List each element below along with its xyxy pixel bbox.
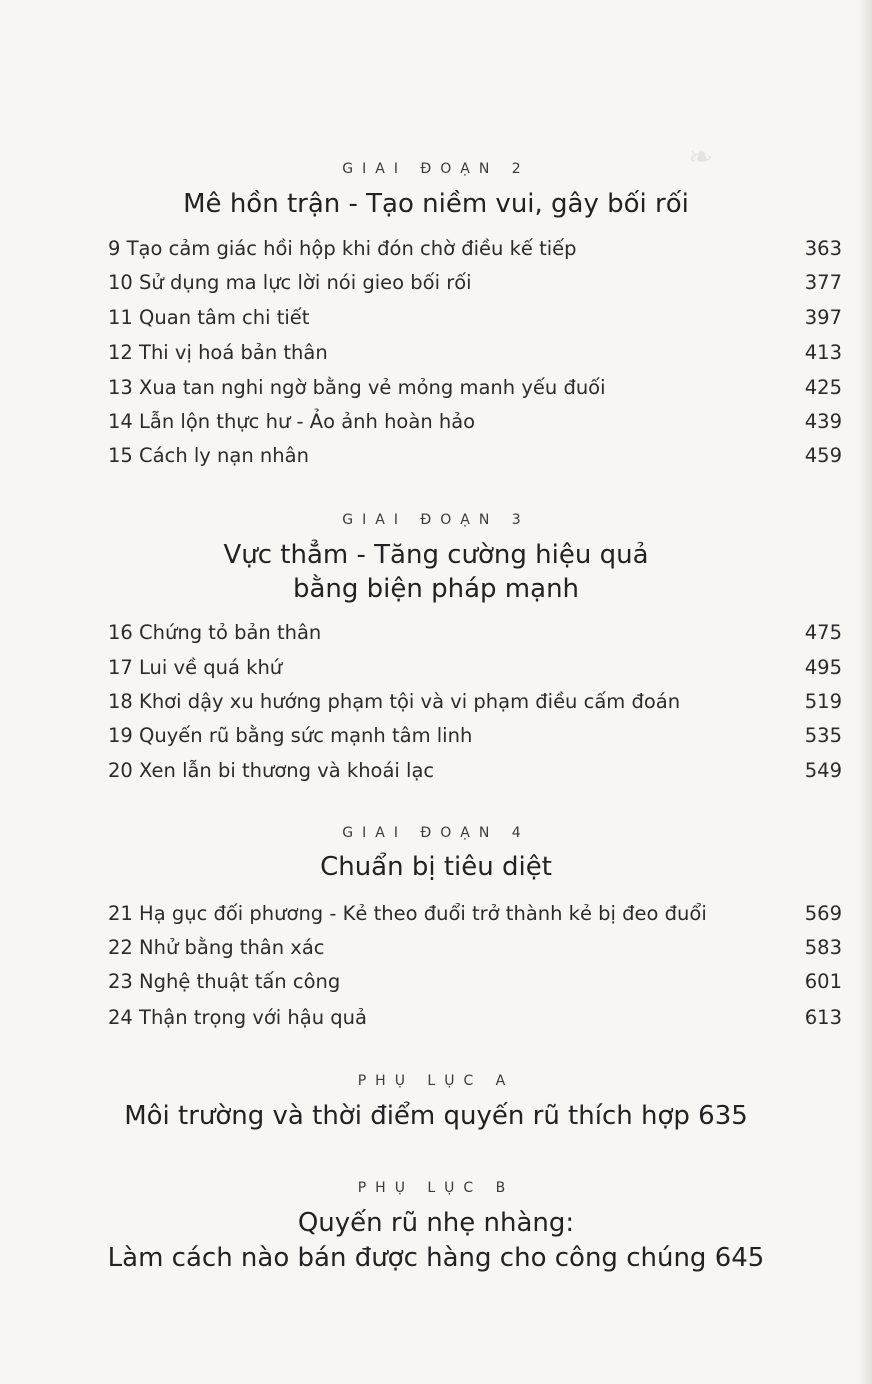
section-kicker: GIAI ĐOẠN 3 bbox=[342, 512, 530, 528]
toc-entry-page: 475 bbox=[804, 621, 842, 644]
toc-entry-title: 10 Sử dụng ma lực lời nói gieo bối rối bbox=[108, 271, 472, 294]
toc-entry[interactable] bbox=[108, 336, 842, 370]
appendix-title-line-2[interactable]: Làm cách nào bán được hàng cho công chúng 645 bbox=[107, 1243, 765, 1273]
toc-entry[interactable] bbox=[108, 719, 842, 753]
bleed-through-mark: ❧ bbox=[688, 140, 714, 175]
toc-entry-title: 16 Chứng tỏ bản thân bbox=[108, 621, 322, 644]
toc-entry[interactable] bbox=[108, 651, 842, 685]
toc-entry-page: 363 bbox=[804, 237, 842, 260]
section-title: Mê hồn trận - Tạo niềm vui, gây bối rối bbox=[183, 189, 689, 219]
toc-entry-page: 535 bbox=[804, 724, 842, 747]
toc-entry-title: 20 Xen lẫn bi thương và khoái lạc bbox=[108, 759, 435, 782]
toc-entry[interactable] bbox=[108, 1001, 842, 1035]
toc-entry-page: 613 bbox=[804, 1006, 842, 1029]
toc-entry-page: 397 bbox=[804, 306, 842, 329]
toc-entry-title: 23 Nghệ thuật tấn công bbox=[108, 970, 341, 993]
toc-entry-title: 24 Thận trọng với hậu quả bbox=[108, 1006, 367, 1029]
toc-entry-page: 569 bbox=[804, 902, 842, 925]
toc-entry-title: 11 Quan tâm chi tiết bbox=[108, 306, 310, 329]
toc-entry[interactable] bbox=[108, 232, 842, 266]
section-kicker: GIAI ĐOẠN 4 bbox=[342, 825, 530, 841]
toc-entry-page: 377 bbox=[804, 271, 842, 294]
toc-entry[interactable] bbox=[108, 371, 842, 405]
toc-entry-page: 425 bbox=[804, 376, 842, 399]
toc-entry[interactable] bbox=[108, 685, 842, 719]
toc-entry[interactable] bbox=[108, 405, 842, 439]
toc-entry[interactable] bbox=[108, 266, 842, 300]
toc-entry-title: 13 Xua tan nghi ngờ bằng vẻ mỏng manh yếu đuối bbox=[108, 376, 606, 399]
toc-entry-page: 459 bbox=[804, 444, 842, 467]
toc-entry-page: 413 bbox=[804, 341, 842, 364]
toc-entry-page: 495 bbox=[804, 656, 842, 679]
toc-entry[interactable] bbox=[108, 439, 842, 473]
toc-entry[interactable] bbox=[108, 301, 842, 335]
toc-entry-title: 15 Cách ly nạn nhân bbox=[108, 444, 309, 467]
toc-entry-page: 549 bbox=[804, 759, 842, 782]
toc-entry-page: 601 bbox=[804, 970, 842, 993]
toc-entry-page: 519 bbox=[804, 690, 842, 713]
section-title-line-1: Vực thẳm - Tăng cường hiệu quả bbox=[223, 540, 649, 570]
toc-entry[interactable] bbox=[108, 931, 842, 965]
toc-entry[interactable] bbox=[108, 897, 842, 931]
toc-entry-title: 9 Tạo cảm giác hồi hộp khi đón chờ điều kế tiếp bbox=[108, 237, 577, 260]
toc-entry-title: 19 Quyến rũ bằng sức mạnh tâm linh bbox=[108, 724, 473, 747]
toc-entry-title: 18 Khơi dậy xu hướng phạm tội và vi phạm điều cấm đoán bbox=[108, 690, 681, 713]
toc-entry-title: 22 Nhử bằng thân xác bbox=[108, 936, 325, 959]
toc-entry[interactable] bbox=[108, 965, 842, 999]
toc-entry-page: 583 bbox=[804, 936, 842, 959]
toc-entry[interactable] bbox=[108, 616, 842, 650]
appendix-title[interactable]: Môi trường và thời điểm quyến rũ thích hợp 635 bbox=[124, 1101, 748, 1131]
toc-entry-title: 14 Lẫn lộn thực hư - Ảo ảnh hoàn hảo bbox=[108, 410, 476, 433]
section-title-line-2: bằng biện pháp mạnh bbox=[292, 574, 580, 604]
appendix-kicker: PHỤ LỤC B bbox=[357, 1180, 515, 1196]
toc-entry-title: 17 Lui về quá khứ bbox=[108, 656, 283, 679]
toc-entry-page: 439 bbox=[804, 410, 842, 433]
section-kicker: GIAI ĐOẠN 2 bbox=[342, 161, 530, 177]
toc-entry[interactable] bbox=[108, 754, 842, 788]
appendix-kicker: PHỤ LỤC A bbox=[357, 1073, 515, 1089]
toc-entry-title: 21 Hạ gục đối phương - Kẻ theo đuổi trở thành kẻ bị đeo đuổi bbox=[108, 902, 707, 925]
appendix-title-line-1[interactable]: Quyến rũ nhẹ nhàng: bbox=[297, 1208, 575, 1238]
section-title: Chuẩn bị tiêu diệt bbox=[320, 852, 552, 882]
toc-entry-title: 12 Thi vị hoá bản thân bbox=[108, 341, 328, 364]
